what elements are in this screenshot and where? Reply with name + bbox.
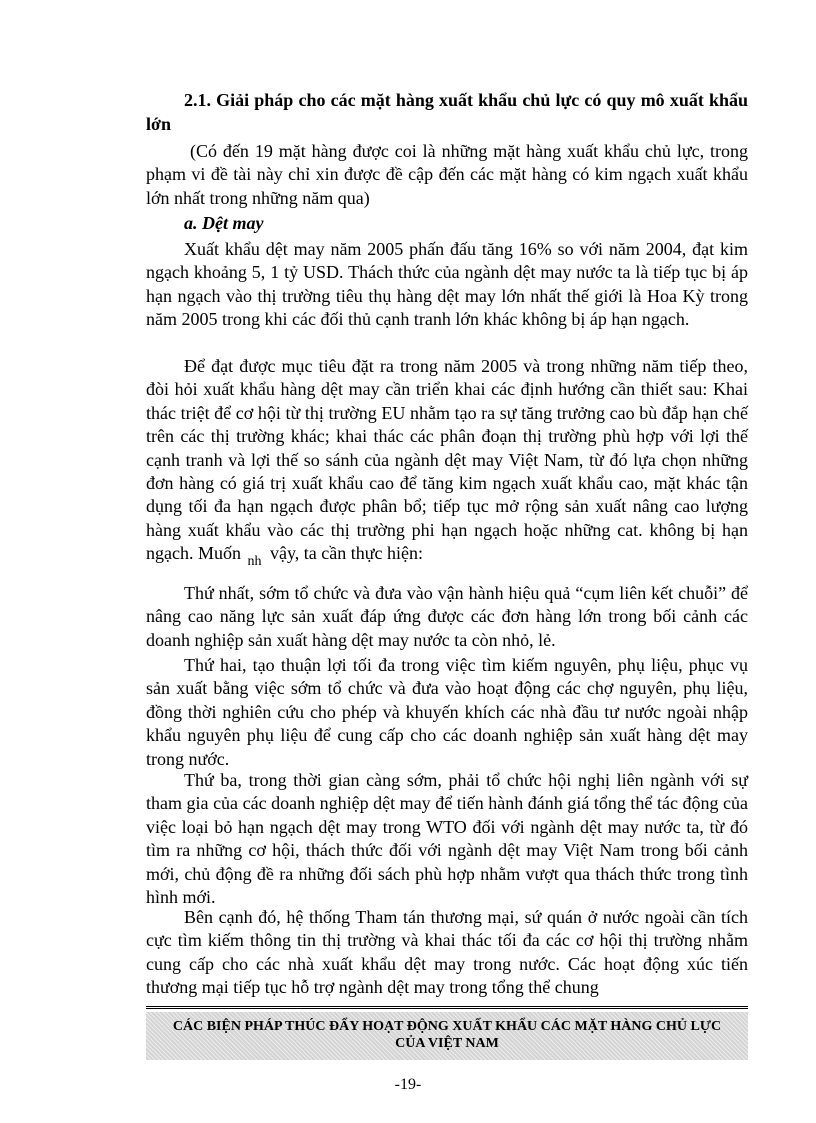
footer-divider <box>146 1006 748 1009</box>
paragraph-2 <box>146 355 748 574</box>
footer-title-line-2: CỦA VIỆT NAM <box>395 1036 499 1051</box>
stray-mark: nh <box>247 554 262 570</box>
paragraph-5: Thứ ba, trong thời gian càng sớm, phải tổ chức hội nghị liên ngành với sự tham gia của các doanh nghiệp dệt may để tiến hành đánh giá tổng thể tác động của việc loại bỏ hạn ngạch dệt may trong WTO đối với ngành dệt may nước ta, từ đó tìm ra những cơ hội, thách thức đối với ngành dệt may Việt Nam trong bối cảnh mới, chủ động đề ra những đối sách phù hợp nhằm vượt qua thách thức trong tình hình mới. <box>146 770 748 908</box>
footer-title-line-1: CÁC BIỆN PHÁP THÚC ĐẨY HOẠT ĐỘNG XUẤT KHẨU CÁC MẶT HÀNG CHỦ LỰC <box>172 1019 722 1034</box>
paragraph-3: Thứ nhất, sớm tổ chức và đưa vào vận hành hiệu quả “cụm liên kết chuỗi” để nâng cao năng lực sản xuất đáp ứng được các đơn hàng lớn trong bối cảnh các doanh nghiệp sản xuất hàng dệt may nước ta còn nhỏ, lẻ. <box>146 583 748 650</box>
paragraph-6: Bên cạnh đó, hệ thống Tham tán thương mại, sứ quán ở nước ngoài cần tích cực tìm kiếm thông tin thị trường và khai thác tối đa các cơ hội thị trường nhằm cung cấp cho các nhà xuất khẩu dệt may trong nước. Các hoạt động xúc tiến thương mại tiếp tục hỗ trợ ngành dệt may trong tổng thể chung <box>146 907 748 998</box>
subsection-heading: a. Dệt may <box>184 213 264 233</box>
footer-banner <box>146 1012 748 1060</box>
page-number: -19- <box>394 1076 422 1093</box>
scope-note: (Có đến 19 mặt hàng được coi là những mặt hàng xuất khẩu chủ lực, trong phạm vi đề tài này chỉ xin được đề cập đến các mặt hàng có kim ngạch xuất khẩu lớn nhất trong những năm qua) <box>146 141 748 208</box>
paragraph-2-main: Để đạt được mục tiêu đặt ra trong năm 2005 và trong những năm tiếp theo, đòi hỏi xuất khẩu hàng dệt may cần triển khai các định hướng cần thiết sau: Khai thác triệt để cơ hội từ thị trường EU nhằm tạo ra sự tăng trưởng cao bù đắp hạn chế trên các thị trường khác; khai thác các phân đoạn thị trường phù hợp với lợi thế cạnh tranh và lợi thế so sánh của ngành dệt may Việt Nam, từ đó lựa chọn những đơn hàng có giá trị xuất khẩu cao để tăng kim ngạch xuất khẩu cao, mặt khác tận dụng tối đa hạn ngạch được phân bổ; tiếp tục mở rộng sản xuất nâng cao lượng hàng xuất khẩu vào các thị trường phi hạn ngạch hoặc những cat. không bị hạn ngạch. Muốn <box>146 356 748 564</box>
section-heading: 2.1. Giải pháp cho các mặt hàng xuất khẩu chủ lực có quy mô xuất khẩu lớn <box>146 90 748 134</box>
paragraph-4: Thứ hai, tạo thuận lợi tối đa trong việc tìm kiếm nguyên, phụ liệu, phục vụ sản xuất bằng việc sớm tổ chức và đưa vào hoạt động các chợ nguyên, phụ liệu, đồng thời nghiên cứu cho phép và khuyến khích các nhà đầu tư nước ngoài nhập khẩu nguyên phụ liệu để cung cấp cho các doanh nghiệp sản xuất hàng dệt may trong nước. <box>146 655 748 769</box>
paragraph-2-end: vậy, ta cần thực hiện: <box>269 543 424 564</box>
paragraph-1: Xuất khẩu dệt may năm 2005 phấn đấu tăng 16% so với năm 2004, đạt kim ngạch khoảng 5, 1 tỷ USD. Thách thức của ngành dệt may nước ta là tiếp tục bị áp hạn ngạch vào thị trường tiêu thụ hàng dệt may lớn nhất thế giới là Hoa Kỳ trong năm 2005 trong khi các đối thủ cạnh tranh lớn khác không bị áp hạn ngạch. <box>146 239 748 330</box>
